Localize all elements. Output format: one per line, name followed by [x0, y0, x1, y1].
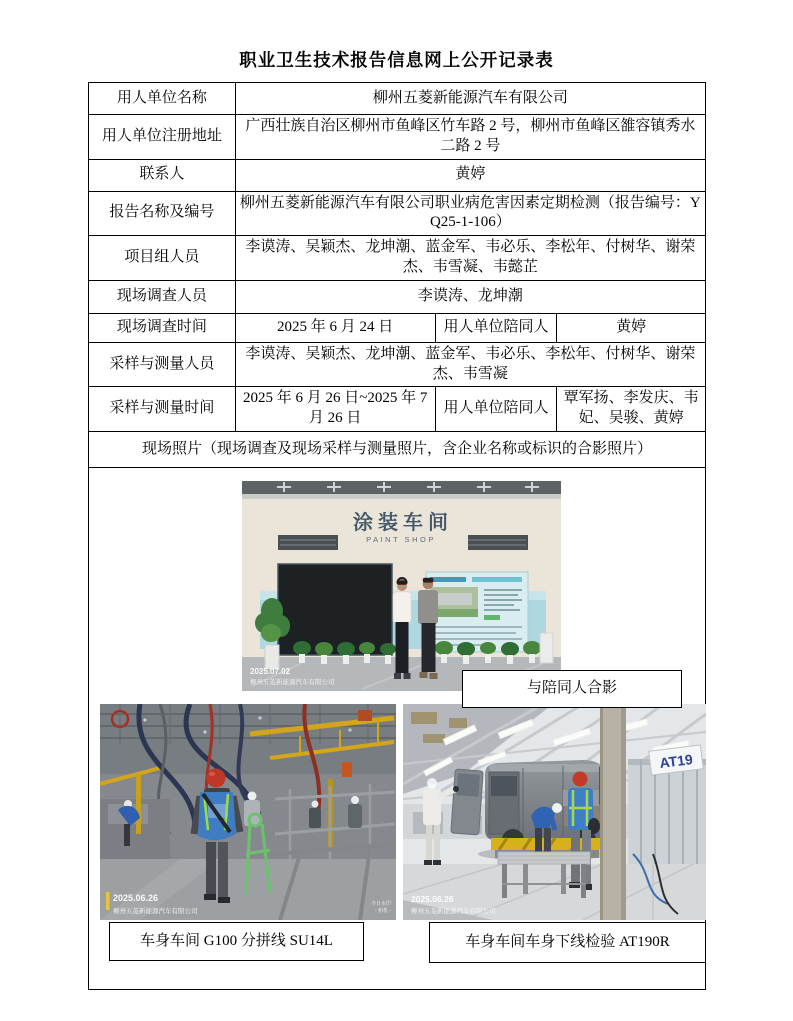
info-board: [426, 572, 528, 652]
page-title: 职业卫生技术报告信息网上公开记录表: [239, 50, 554, 70]
photo3-watermark-company: 柳州五菱新能源汽车有限公司: [411, 907, 496, 915]
survey-staff-label: 现场调查人员: [89, 280, 236, 313]
row-survey-time: [89, 313, 706, 342]
employer-address-label: 用人单位注册地址: [89, 115, 236, 160]
photo1-watermark-company: 柳州五菱新能源汽车有限公司: [250, 678, 335, 686]
photos-note: 现场照片（现场调查及现场采样与测量照片，含企业名称或标识的合影照片）: [89, 431, 706, 467]
support-column: [600, 704, 626, 920]
row-photos: [89, 467, 706, 989]
svg-text:AT19: AT19: [658, 750, 694, 771]
record-table: [88, 82, 706, 990]
caption-body-shop-line: 车身车间 G100 分拼线 SU14L: [109, 922, 364, 961]
row-employer-name: [89, 83, 706, 115]
row-sampling-time: [89, 387, 706, 432]
sampling-companion-label: 用人单位陪同人: [435, 387, 557, 432]
photo-body-offline-inspection: [403, 704, 706, 920]
paint-shop-sign-en: PAINT SHOP: [366, 534, 436, 544]
row-employer-address: [89, 115, 706, 160]
photo1-watermark-date: 2025.07.02: [250, 666, 291, 676]
person-white-shirt: [393, 577, 411, 679]
photo2-watermark-date: 2025.06.26: [113, 892, 159, 903]
led-screen: [278, 564, 392, 655]
photo-paint-shop-group: [242, 481, 561, 691]
paint-shop-sign-cn: 涂装车间: [353, 511, 453, 534]
row-sampling-staff: [89, 342, 706, 387]
sampling-time-value: 2025 年 6 月 26 日~2025 年 7 月 26 日: [235, 387, 435, 432]
survey-companion-label: 用人单位陪同人: [435, 313, 557, 342]
photos-area: [93, 470, 701, 987]
glass-wall: [628, 759, 706, 864]
project-team-value: 李谟涛、吴颖杰、龙坤潮、蓝金军、韦必乐、李松年、付树华、谢荣杰、韦雪凝、韦懿芷: [235, 236, 705, 281]
survey-companion-value: 黄婷: [557, 313, 706, 342]
row-contact: [89, 159, 706, 191]
employer-name-label: 用人单位名称: [89, 83, 236, 115]
report-label: 报告名称及编号: [89, 191, 236, 236]
photo3-watermark-date: 2025.06.26: [411, 893, 454, 904]
employer-name-value: 柳州五菱新能源汽车有限公司: [235, 83, 705, 115]
project-team-label: 项目组人员: [89, 236, 236, 281]
photo2-watermark-app-2: - 相机 -: [374, 907, 391, 914]
survey-time-value: 2025 年 6 月 24 日: [235, 313, 435, 342]
row-survey-staff: [89, 280, 706, 313]
sampling-time-label: 采样与测量时间: [89, 387, 236, 432]
sampling-staff-value: 李谟涛、吴颖杰、龙坤潮、蓝金军、韦必乐、李松年、付树华、谢荣杰、韦雪凝: [235, 342, 705, 387]
photo2-watermark-company: 柳州五菱新能源汽车有限公司: [113, 907, 198, 915]
photo2-watermark-app-1: 今日水印: [370, 900, 391, 907]
sampling-companion-value: 覃军扬、李发庆、韦妃、吴骏、黄婷: [557, 387, 706, 432]
row-report: [89, 191, 706, 236]
report-value: 柳州五菱新能源汽车有限公司职业病危害因素定期检测（报告编号：YQ25-1-106）: [235, 191, 705, 236]
photo-body-shop-line: [100, 704, 396, 920]
caption-offline-inspection: 车身车间车身下线检验 AT190R: [429, 922, 706, 963]
door-panel: [451, 769, 483, 835]
employer-address-value: 广西壮族自治区柳州市鱼峰区竹车路 2 号，柳州市鱼峰区雒容镇秀水二路 2 号: [235, 115, 705, 160]
contact-label: 联系人: [89, 159, 236, 191]
survey-staff-value: 李谟涛、龙坤潮: [235, 280, 705, 313]
row-photos-note: [89, 431, 706, 467]
survey-time-label: 现场调查时间: [89, 313, 236, 342]
contact-value: 黄婷: [235, 159, 705, 191]
row-project-team: [89, 236, 706, 281]
caption-group-photo: 与陪同人合影: [462, 670, 682, 708]
sampling-staff-label: 采样与测量人员: [89, 342, 236, 387]
